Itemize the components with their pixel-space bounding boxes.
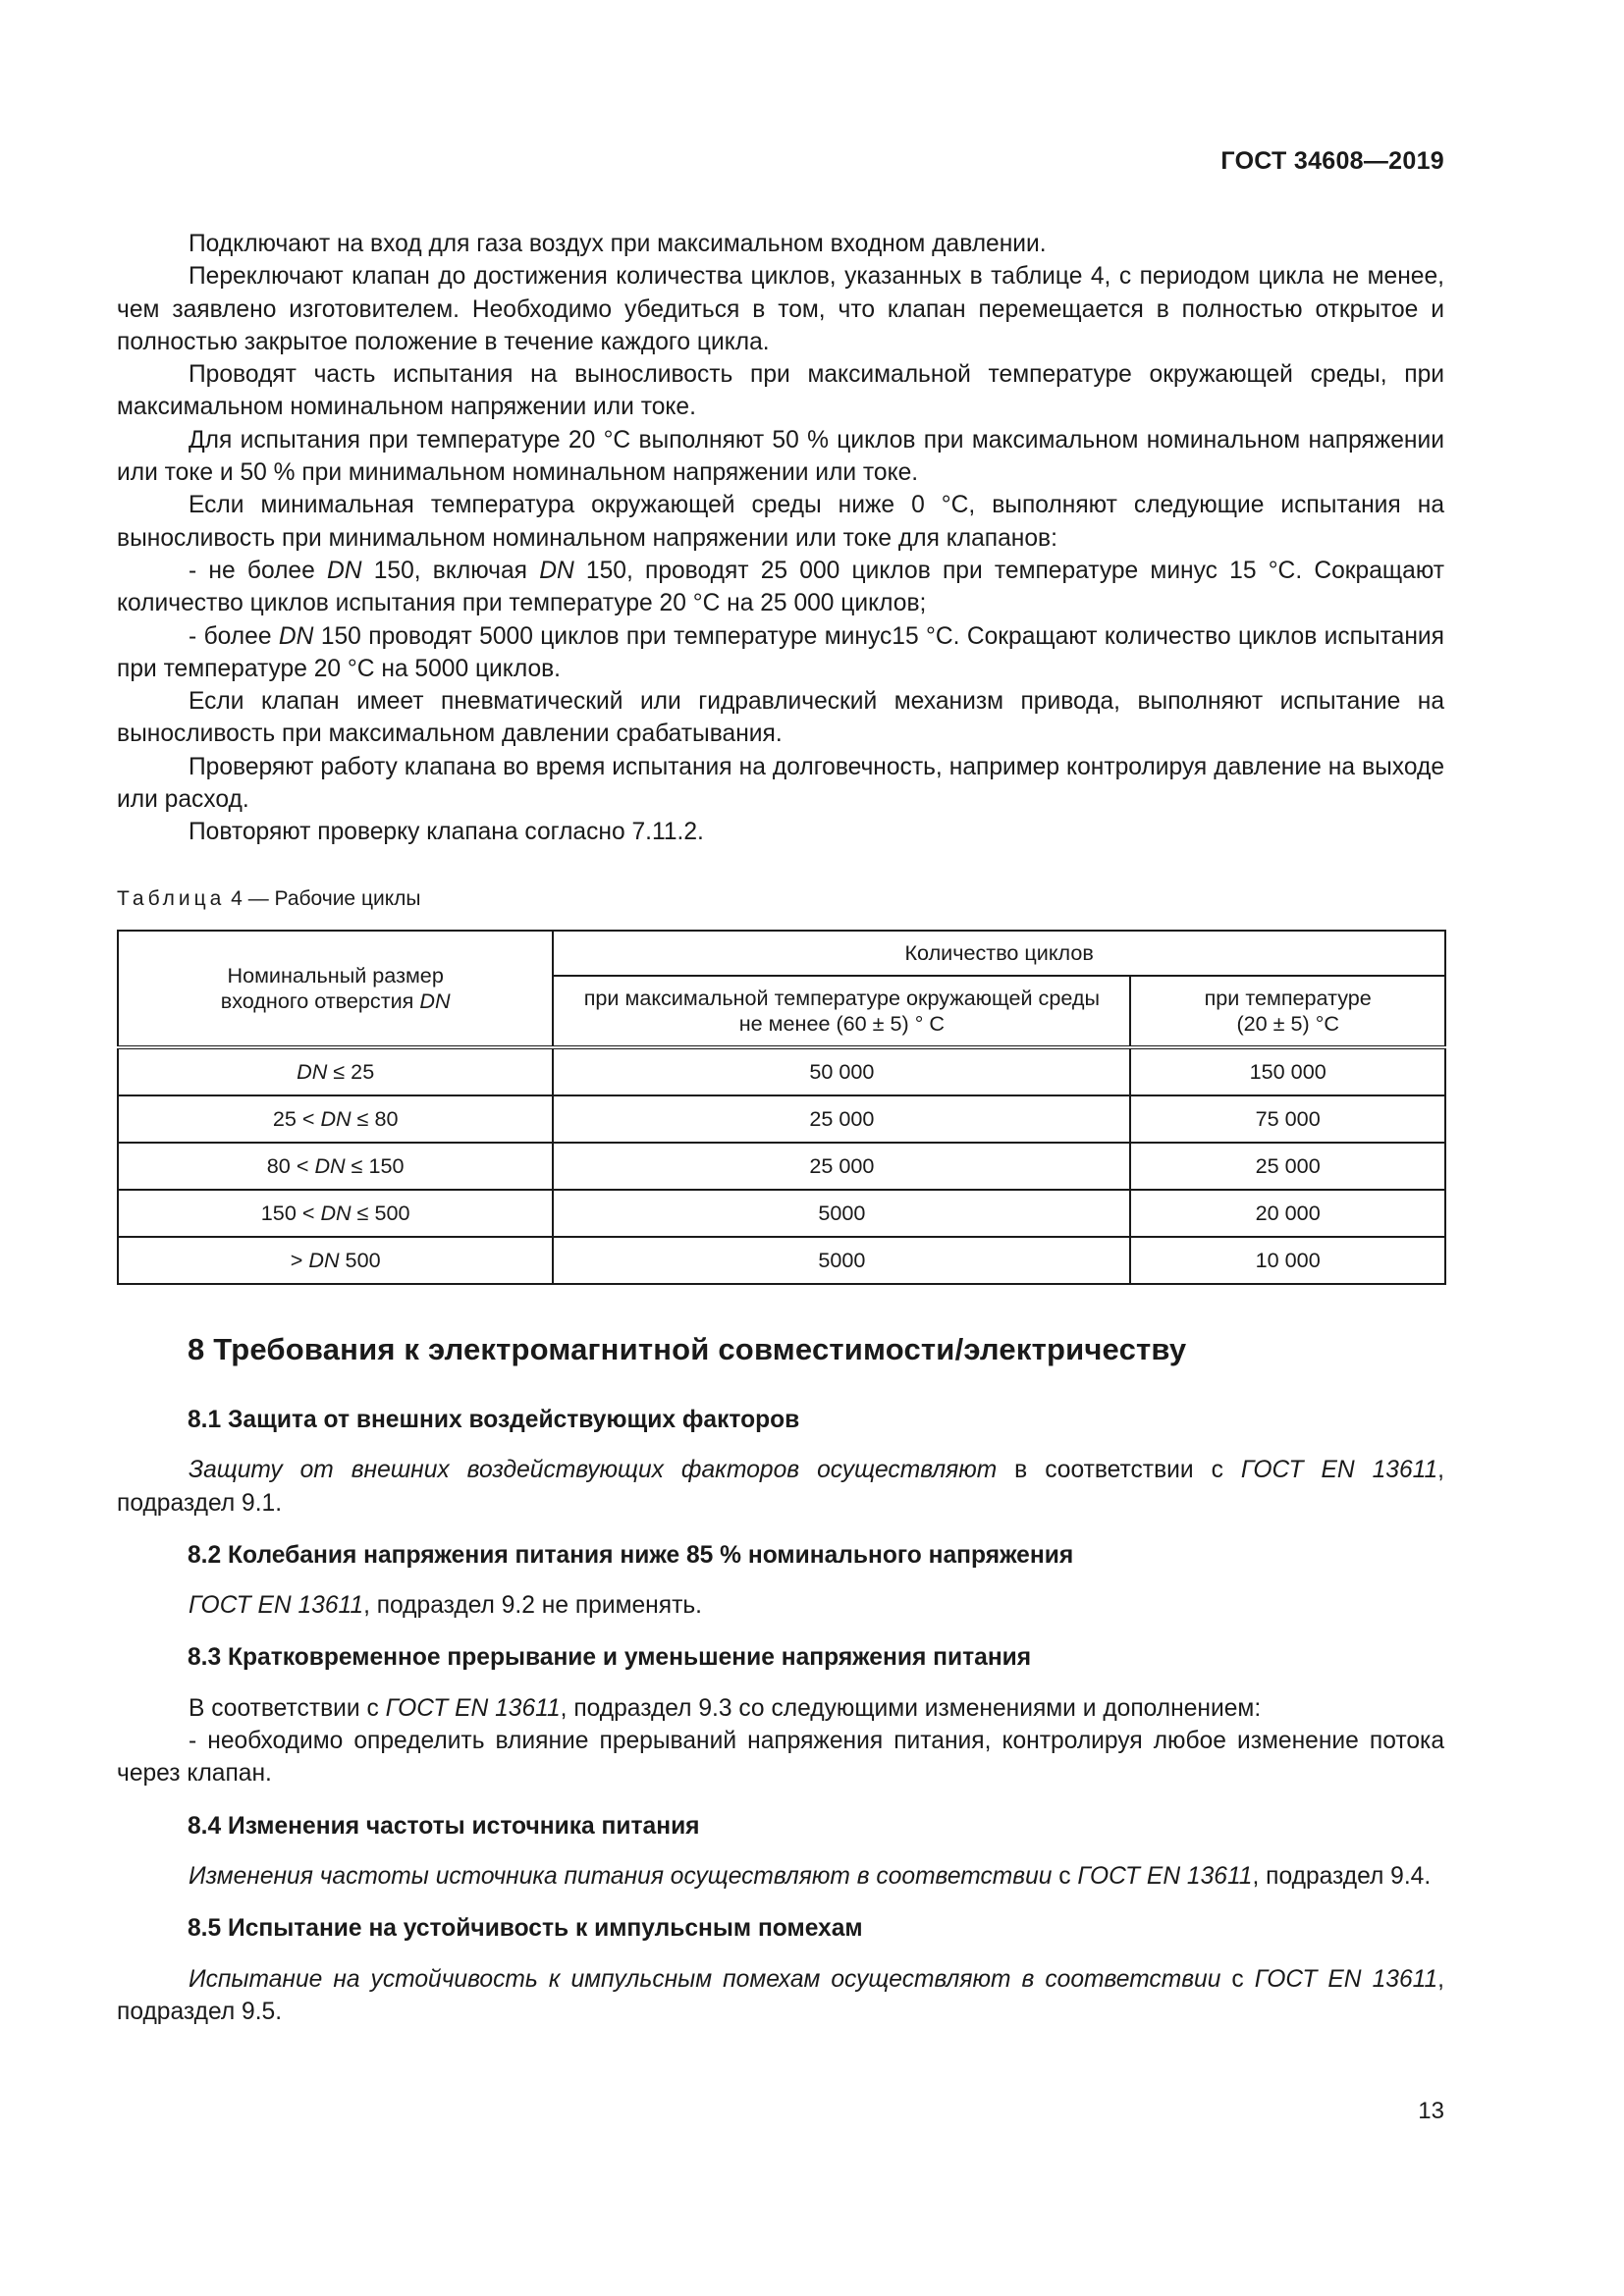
bullet-item (117, 555, 1444, 620)
col-header-max-temp (553, 976, 1130, 1047)
text: 80 < (266, 1153, 315, 1178)
text: 500 (339, 1248, 381, 1272)
italic-text: Испытание на устойчивость к импульсным помехам осуществляют в соответствии (189, 1965, 1221, 1993)
header-line: входного отверстия (220, 988, 420, 1013)
dn-symbol: DN (320, 1106, 352, 1131)
text: 150 проводят 5000 циклов при температуре минус15 °С. Сокращают количество циклов испытания при температуре 20 °С на 5000 циклов. (117, 622, 1444, 682)
cell-20c: 75 000 (1130, 1095, 1445, 1143)
text: 150, включая (361, 557, 540, 584)
header-line: (20 ± 5) °С (1236, 1011, 1339, 1036)
cell-max-temp: 5000 (553, 1237, 1130, 1284)
table-caption-text: 4 — Рабочие циклы (225, 887, 421, 910)
table-row (118, 1237, 1445, 1284)
table-caption-word: Таблица (117, 887, 226, 910)
table-row (118, 1143, 1445, 1190)
cell-dn-range (118, 1095, 553, 1143)
cell-dn-range (118, 1237, 553, 1284)
paragraph: Проводят часть испытания на выносливость при максимальной температуре окружающей среды, при максимальном номинальном напряжении или токе. (117, 361, 1444, 421)
cell-dn-range (118, 1190, 553, 1237)
text: > (290, 1248, 309, 1272)
italic-text: Изменения частоты источника питания осуществляют в соответствии (189, 1862, 1053, 1890)
cell-max-temp: 25 000 (553, 1143, 1130, 1190)
col-header-20c (1130, 976, 1445, 1047)
text: , подраздел 9.1. (117, 1457, 1445, 1517)
paragraph (117, 1589, 1444, 1622)
bullet-item: - необходимо определить влияние прерываний напряжения питания, контролируя любое изменение потока через клапан. (117, 1728, 1444, 1788)
subsection-title: 8.4 Изменения частоты источника питания (188, 1812, 700, 1840)
standard-ref: ГОСТ EN 13611 (1254, 1965, 1438, 1993)
subsection-title: 8.1 Защита от внешних воздействующих факторов (188, 1407, 800, 1433)
paragraph (117, 1963, 1444, 2029)
dn-symbol: DN (327, 557, 362, 584)
text: , подраздел 9.3 со следующими изменениями и дополнением: (560, 1694, 1262, 1722)
page-number: 13 (1418, 2098, 1444, 2124)
table-row (118, 1190, 1445, 1237)
cycles-table (117, 930, 1446, 1285)
dn-symbol: DN (278, 622, 314, 650)
text: В соответствии с (189, 1694, 386, 1722)
cell-20c: 20 000 (1130, 1190, 1445, 1237)
italic-text: Защиту от внешних воздействующих факторов осуществляют (189, 1457, 998, 1484)
paragraph: Подключают на вход для газа воздух при максимальном входном давлении. (189, 231, 1047, 257)
subsection-title: 8.2 Колебания напряжения питания ниже 85 % номинального напряжения (188, 1541, 1074, 1569)
document-id: ГОСТ 34608—2019 (1220, 147, 1444, 175)
paragraph: Если минимальная температура окружающей среды ниже 0 °С, выполняют следующие испытания на выносливость при минимальном номинальном напряжении или токе для клапанов: (117, 492, 1444, 552)
text: 25 < (272, 1106, 321, 1131)
paragraph: Переключают клапан до достижения количества циклов, указанных в таблице 4, с периодом цикла не менее, чем заявлено изготовителем. Необходимо убедиться в том, что клапан перемещается в полностью открытое и полностью закрытое положение в течение каждого цикла. (117, 263, 1444, 355)
dn-symbol: DN (539, 557, 574, 584)
text: 150 < (260, 1201, 321, 1225)
table-row (118, 1095, 1445, 1143)
bullet-item (117, 620, 1444, 686)
table-caption (117, 887, 420, 911)
text: в соответствии с (997, 1457, 1241, 1484)
standard-ref: ГОСТ EN 13611 (1077, 1862, 1253, 1890)
text: - не более (189, 557, 327, 584)
text: ≤ 150 (345, 1153, 405, 1178)
standard-ref: ГОСТ EN 13611 (385, 1694, 561, 1722)
text: ≤ 25 (327, 1059, 375, 1084)
paragraph: Если клапан имеет пневматический или гидравлический механизм привода, выполняют испытание на выносливость при максимальном давлении срабатывания. (117, 688, 1444, 748)
paragraph: Повторяют проверку клапана согласно 7.11.2. (189, 819, 704, 846)
standard-ref: ГОСТ EN 13611 (1240, 1457, 1438, 1484)
paragraph (117, 1454, 1444, 1520)
cell-dn-range (118, 1047, 553, 1095)
cell-20c: 150 000 (1130, 1047, 1445, 1095)
text: с (1220, 1965, 1255, 1993)
text: - более (189, 622, 279, 650)
text: с (1052, 1862, 1078, 1890)
header-line: при максимальной температуре окружающей среды (583, 986, 1100, 1010)
cell-dn-range (118, 1143, 553, 1190)
dn-symbol: DN (297, 1059, 328, 1084)
text: , подраздел 9.5. (117, 1965, 1444, 2025)
dn-symbol: DN (308, 1248, 340, 1272)
dn-symbol: DN (314, 1153, 346, 1178)
paragraph (117, 1860, 1444, 1893)
paragraph (117, 1692, 1444, 1725)
cell-20c: 10 000 (1130, 1237, 1445, 1284)
section-title: 8 Требования к электромагнитной совместимости/электричеству (188, 1332, 1187, 1366)
text: ≤ 500 (351, 1201, 410, 1225)
header-line: при температуре (1204, 986, 1372, 1010)
text: ≤ 80 (351, 1106, 399, 1131)
subsection-title: 8.3 Кратковременное прерывание и уменьшение напряжения питания (188, 1644, 1032, 1672)
section-body (117, 1404, 1444, 2028)
header-line: не менее (60 ± 5) ° С (738, 1011, 945, 1036)
dn-symbol: DN (419, 988, 451, 1013)
text: 150, проводят 25 000 циклов при температуре минус 15 °С. Сокращают количество циклов испытания при температуре 20 °С на 25 000 циклов; (117, 557, 1444, 617)
table-row (118, 1047, 1445, 1095)
cell-max-temp: 25 000 (553, 1095, 1130, 1143)
header-line: Номинальный размер (227, 963, 444, 988)
paragraph: Для испытания при температуре 20 °С выполняют 50 % циклов при максимальном номинальном напряжении или токе и 50 % при минимальном номинальном напряжении или токе. (117, 426, 1444, 487)
col-header-size (118, 931, 553, 1047)
text: , подраздел 9.2 не применять. (363, 1592, 702, 1620)
cell-max-temp: 5000 (553, 1190, 1130, 1237)
body-text (117, 228, 1444, 849)
cell-max-temp: 50 000 (553, 1047, 1130, 1095)
subsection-title: 8.5 Испытание на устойчивость к импульсным помехам (188, 1915, 863, 1943)
text: , подраздел 9.4. (1252, 1862, 1432, 1890)
col-header-group: Количество циклов (553, 931, 1445, 976)
paragraph: Проверяют работу клапана во время испытания на долговечность, например контролируя давление на выходе или расход. (117, 753, 1444, 814)
cell-20c: 25 000 (1130, 1143, 1445, 1190)
standard-ref: ГОСТ EN 13611 (189, 1592, 364, 1620)
dn-symbol: DN (320, 1201, 352, 1225)
